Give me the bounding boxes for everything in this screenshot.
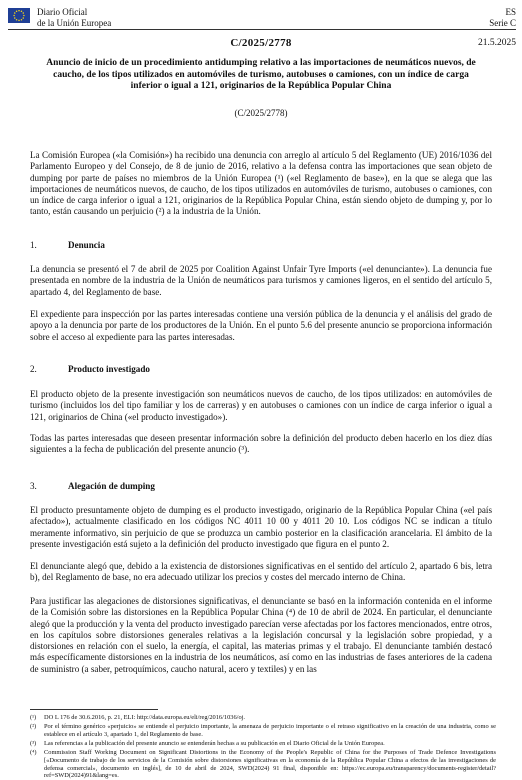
intro-paragraph: La Comisión Europea («la Comisión») ha recibido una denuncia con arreglo al artículo 5 del Reglamento (UE) 2016/1036 del Parlamento Europeo y del Consejo, de 8 de junio de 2016, relativo a la defensa contra las importaciones que sean objeto de dumping por parte de países no miembros de la Unión Europea (¹) («el Reglamento de base»), en la que se alega que las importaciones de neumáticos nuevos, de caucho, de los tipos utilizados en automóviles de turismo, autobuses o camiones, con un índice de carga inferior o igual a 121, originarios de la República Popular China, están siendo objeto de dumping y, por lo tanto, están causando un perjuicio (²) a la industria de la Unión.: [30, 150, 492, 217]
footnote-text: DO L 176 de 30.6.2016, p. 21, ELI: http://data.europa.eu/eli/reg/2016/1036/oj.: [44, 714, 246, 721]
section-2-paragraph-2: Todas las partes interesadas que deseen presentar información sobre la definición del producto deben hacerlo en los diez días siguientes a la fecha de publicación del presente anuncio (³).: [30, 433, 492, 455]
eu-flag-icon: [8, 8, 30, 23]
section-1-paragraph-1: La denuncia se presentó el 7 de abril de 2025 por Coalition Against Unfair Tyre Imports («el denunciante»). La denuncia fue presentada en nombre de la industria de la Unión de neumáticos para turismos y camiones ligeros, en el sentido del artículo 5, apartado 4, del Reglamento de base.: [30, 264, 492, 297]
section-title: Alegación de dumping: [68, 481, 155, 491]
section-number: 2.: [30, 364, 37, 374]
footnote-text: Por el término genérico «perjuicio» se entiende el perjuicio importante, la amenaza de perjuicio importante o el retraso significativo en la creación de una industria, como se establece en el artículo 3, apartado 1, del Reglamento de base.: [44, 723, 496, 738]
section-heading-1: [30, 240, 105, 250]
language-code: ES: [505, 7, 516, 17]
footnote-text: Las referencias a la publicación del presente anuncio se entenderán hechas a su publicación en el Diario Oficial de la Unión Europea.: [44, 740, 385, 747]
footnote-mark: (²): [30, 723, 37, 730]
publication-line-2: de la Unión Europea: [37, 17, 112, 28]
section-3-paragraph-3: Para justificar las alegaciones de distorsiones significativas, el denunciante se basó en la información contenida en el informe de la Comisión sobre las distorsiones en la República Popular China (⁴) de 10 de abril de 2024. En particular, el denunciante alegó que la producción y la venta del producto investigado parecían verse afectadas por los factores mencionados, entre otros, en los capítulos sobre distorsiones generales relativas a la legislación concursal y la legislación sobre propiedad, y a distorsiones en relación con el suelo, la energía, el capital, las materias primas y el trabajo. El denunciante también destacó más específicamente distorsiones en la industria de los neumáticos, así como en las industrias de fases anteriores de la cadena de suministro (a saber, petroquímicos, caucho natural, acero y textiles) y en las: [30, 596, 492, 674]
footnote-1: [30, 714, 496, 722]
section-heading-3: [30, 481, 155, 491]
section-1-paragraph-2: El expediente para inspección por las partes interesadas contiene una versión pública de la denuncia y el análisis del grado de apoyo a la denuncia por parte de los productores de la Unión. En el punto 5.6 del presente anuncio se proporciona información sobre el acceso al expediente para las partes interesadas.: [30, 309, 492, 342]
document-reference: (C/2025/2778): [234, 108, 288, 118]
footnote-mark: (³): [30, 740, 37, 747]
footnote-4: [30, 749, 496, 780]
footnote-3: [30, 740, 496, 748]
section-3-paragraph-1: El producto presuntamente objeto de dumping es el producto investigado, originario de la República Popular China («el país afectado»), actualmente clasificado en los códigos NC 4011 10 00 y 4011 20 10. Los códigos NC se indican a título meramente informativo, sin perjuicio de que se produzca un cambio posterior en la clasificación arancelaria. El ámbito de la presente investigación está sujeto a la definición del producto investigado que figura en el punto 2.: [30, 505, 492, 549]
publication-name: [37, 7, 111, 28]
section-2-paragraph-1: El producto objeto de la presente investigación son neumáticos nuevos de caucho, de los tipos utilizados: en automóviles de turismo (incluidos los del tipo familiar y los de carreras) y en autobuses o camiones con un índice de carga inferior o igual a 121, originarios de China («el producto investigado»).: [30, 389, 492, 422]
section-3-paragraph-2: El denunciante alegó que, debido a la existencia de distorsiones significativas en el sentido del artículo 2, apartado 6 bis, letra b), del Reglamento de base, no era adecuado utilizar los precios y costes del mercado interno de China.: [30, 561, 492, 583]
footnote-mark: (¹): [30, 714, 37, 721]
notice-title: Anuncio de inicio de un procedimiento antidumping relativo a las importaciones de neumáticos nuevos, de caucho, de los tipos utilizados en automóviles de turismo, autobuses o camiones, con un índice de carga inferior o igual a 121, originarios de la República Popular China: [46, 58, 476, 92]
section-heading-2: [30, 364, 150, 374]
footnote-text: Commission Staff Working Document on Significant Distortions in the Economy of the People's Republic of China for the Purposes of Trade Defence Investigations [«Documento de trabajo de los servicios de la Comisión sobre distorsiones significativas en la economía de la República Popular China a efectos de las investigaciones de defensa comercial», documento en inglés], de 10 de abril de 2024, SWD(2024) 91 final, disponible en: https://ec.europa.eu/transparency/documents-register/detail?ref=SWD(2024)91&lang=es.: [44, 749, 496, 780]
publication-meta: [489, 7, 516, 28]
section-number: 1.: [30, 240, 37, 250]
section-title: Producto investigado: [68, 364, 150, 374]
section-title: Denuncia: [68, 240, 105, 250]
section-number: 3.: [30, 481, 37, 491]
header-rule: [8, 29, 516, 30]
series-label: Serie C: [489, 17, 516, 28]
publication-line-1: Diario Oficial: [37, 7, 88, 17]
footnote-mark: (⁴): [30, 749, 37, 756]
document-date: 21.5.2025: [478, 38, 516, 48]
document-number: C/2025/2778: [230, 37, 292, 49]
footnote-rule: [30, 709, 158, 710]
footnote-2: [30, 723, 496, 739]
